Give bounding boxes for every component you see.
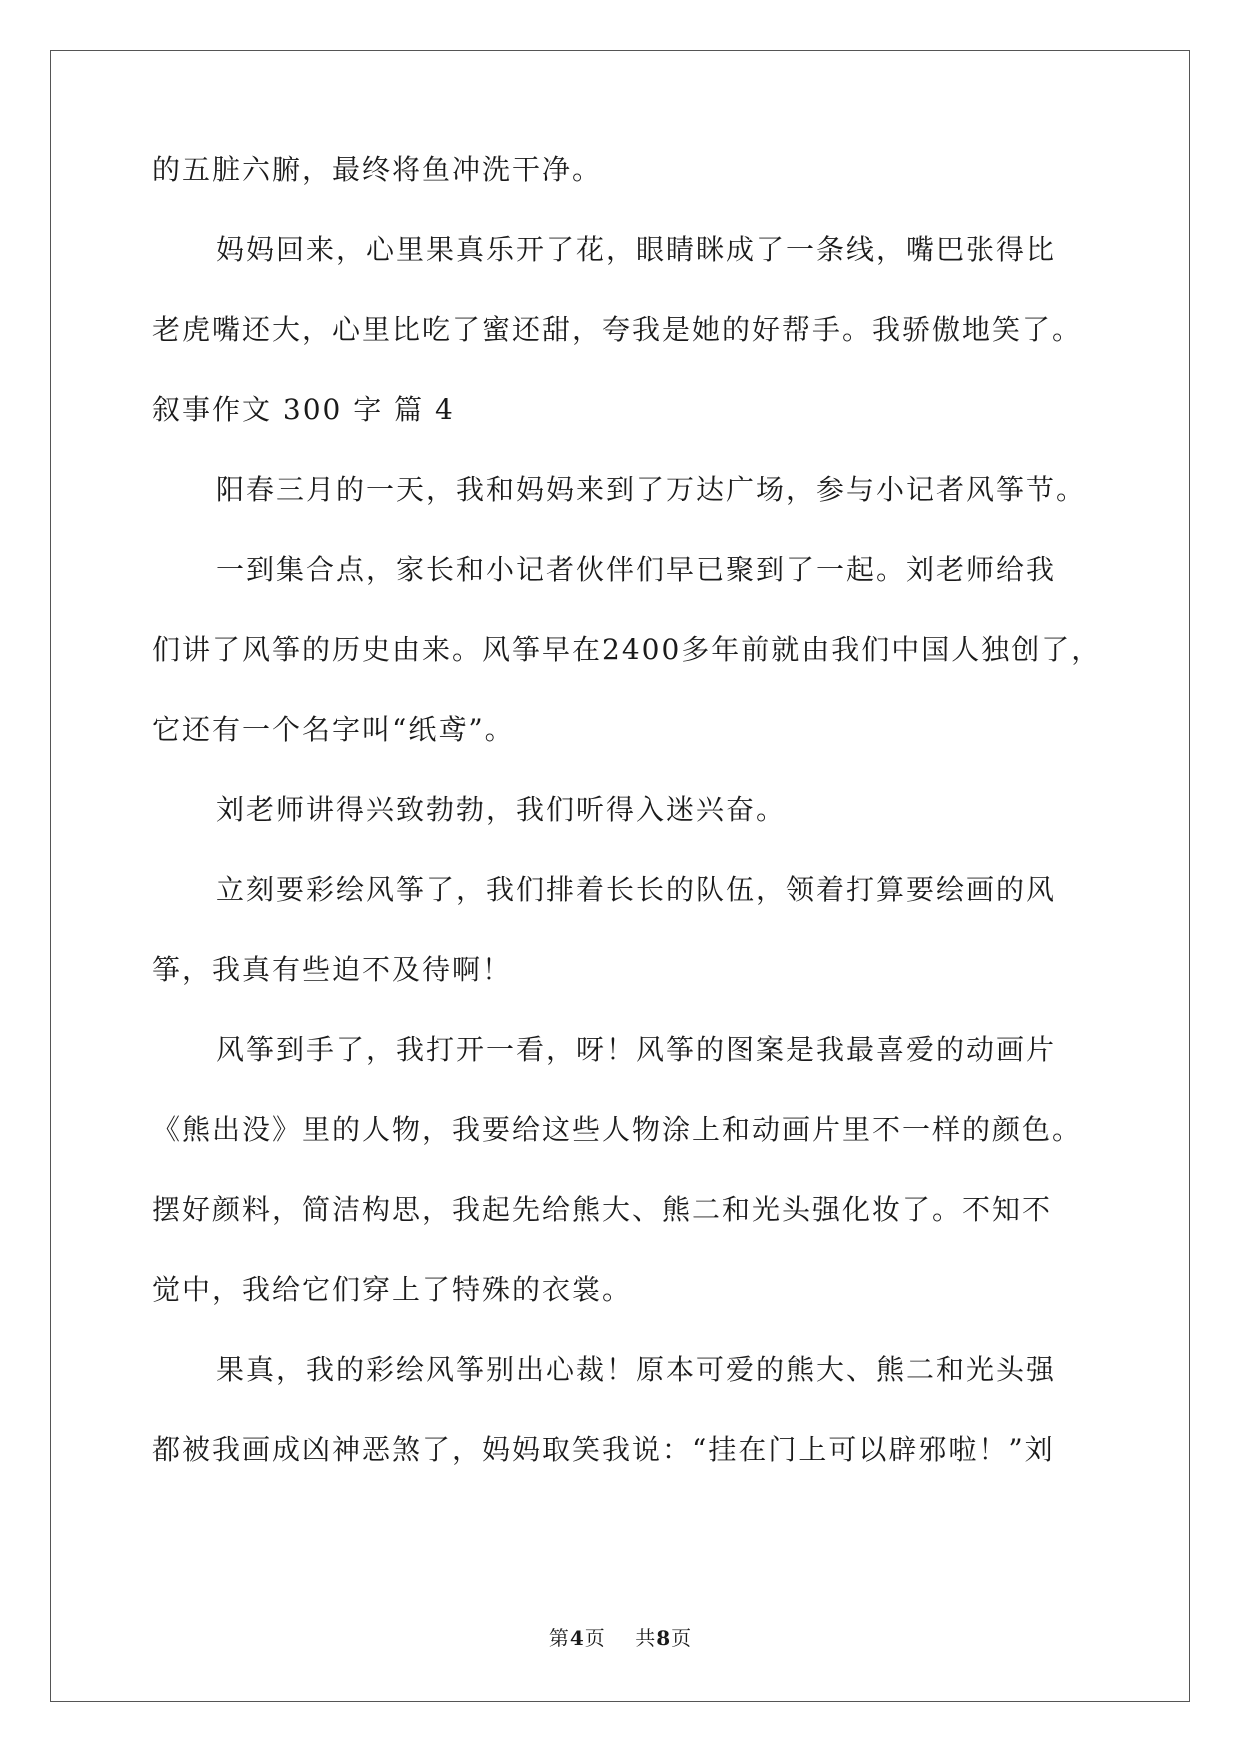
text-line: 《熊出没》里的人物，我要给这些人物涂上和动画片里不一样的颜色。 [152, 1113, 1083, 1146]
text-line: 觉中，我给它们穿上了特殊的衣裳。 [152, 1273, 633, 1306]
text-line: 老虎嘴还大，心里比吃了蜜还甜，夸我是她的好帮手。我骄傲地笑了。 [152, 313, 1083, 346]
text-line: 果真，我的彩绘风筝别出心裁！原本可爱的熊大、熊二和光头强 [216, 1353, 1057, 1386]
text-line: 刘老师讲得兴致勃勃，我们听得入迷兴奋。 [216, 793, 787, 826]
text-line: 一到集合点，家长和小记者伙伴们早已聚到了一起。刘老师给我 [216, 553, 1057, 586]
text-line: 阳春三月的一天，我和妈妈来到了万达广场，参与小记者风筝节。 [216, 473, 1087, 506]
text-line: 妈妈回来，心里果真乐开了花，眼睛眯成了一条线，嘴巴张得比 [216, 233, 1057, 266]
text-line: 风筝到手了，我打开一看，呀！风筝的图案是我最喜爱的动画片 [216, 1033, 1057, 1066]
page-footer [0, 1626, 1241, 1650]
text-line: 摆好颜料，简洁构思，我起先给熊大、熊二和光头强化妆了。不知不 [152, 1193, 1053, 1226]
text-line: 的五脏六腑，最终将鱼冲洗干净。 [152, 153, 603, 186]
text-line: 们讲了风筝的历史由来。风筝早在2400多年前就由我们中国人独创了， [152, 633, 1102, 666]
page-number: 4 [569, 1626, 585, 1650]
text-line: 筝，我真有些迫不及待啊！ [152, 953, 513, 986]
total-prefix: 共 [635, 1626, 657, 1650]
total-pages: 8 [656, 1626, 672, 1650]
section-heading: 叙事作文 300 字 篇 4 [152, 393, 455, 426]
total-suffix: 页 [671, 1626, 693, 1650]
page-prefix: 第 [548, 1626, 570, 1650]
text-line: 都被我画成凶神恶煞了，妈妈取笑我说：“挂在门上可以辟邪啦！”刘 [152, 1433, 1055, 1466]
text-line: 立刻要彩绘风筝了，我们排着长长的队伍，领着打算要绘画的风 [216, 873, 1057, 906]
text-line: 它还有一个名字叫“纸鸢”。 [152, 713, 515, 746]
page-suffix: 页 [584, 1626, 606, 1650]
